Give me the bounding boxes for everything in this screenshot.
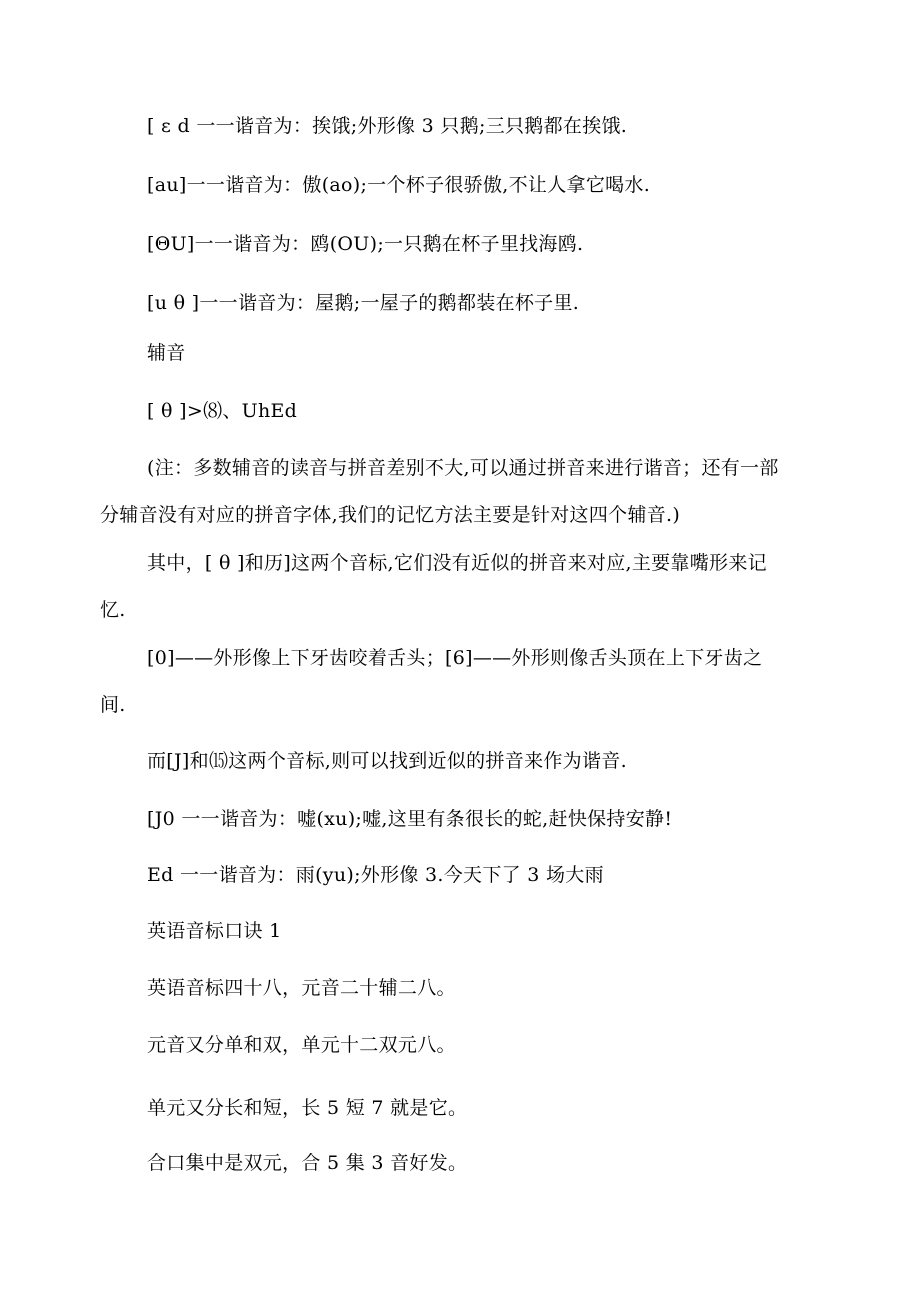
section-heading-mnemonic: 英语音标口诀 1 [147, 920, 282, 942]
note-line-1: (注：多数辅音的读音与拼音差别不大,可以通过拼音来进行谐音；还有一部 [147, 457, 779, 479]
teeth-paragraph [100, 645, 819, 718]
theta-line-2: 忆. [100, 599, 126, 621]
mnemonic-line-3: 单元又分长和短，长 5 短 7 就是它。 [147, 1097, 468, 1119]
note-paragraph [100, 455, 819, 528]
mnemonic-line-1: 英语音标四十八，元音二十辅二八。 [147, 977, 456, 999]
text-line-4: [u θ ]一一谐音为：屋鹅;一屋子的鹅都装在杯子里. [147, 292, 580, 314]
mnemonic-line-4: 合口集中是双元，合 5 集 3 音好发。 [147, 1152, 468, 1174]
text-line-6: [ θ ]>⑻、UhEd [147, 400, 298, 422]
theta-paragraph [100, 550, 819, 623]
teeth-line-1: [0]——外形像上下牙齿咬着舌头；[6]——外形则像舌头顶在上下牙齿之 [147, 647, 763, 669]
text-line-j: 而[J]和⒂这两个音标,则可以找到近似的拼音来作为谐音. [147, 750, 627, 772]
section-heading-consonants: 辅音 [147, 342, 186, 364]
text-line-yu: Ed 一一谐音为：雨(yu);外形像 3.今天下了 3 场大雨 [147, 864, 604, 886]
text-line-2: [au]一一谐音为：傲(ao);一个杯子很骄傲,不让人拿它喝水. [147, 174, 651, 196]
text-line-1: [ ɛ d 一一谐音为：挨饿;外形像 3 只鹅;三只鹅都在挨饿. [147, 115, 628, 137]
mnemonic-line-2: 元音又分单和双，单元十二双元八。 [147, 1034, 456, 1056]
note-line-2: 分辅音没有对应的拼音字体,我们的记忆方法主要是针对这四个辅音.) [100, 504, 681, 526]
teeth-line-2: 间. [100, 694, 126, 716]
text-line-3: [ΘU]一一谐音为：鸥(OU);一只鹅在杯子里找海鸥. [147, 233, 584, 255]
theta-line-1: 其中，[ θ ]和历]这两个音标,它们没有近似的拼音来对应,主要靠嘴形来记 [147, 552, 767, 574]
text-line-xu: [J0 一一谐音为：嘘(xu);嘘,这里有条很长的蛇,赶快保持安静! [147, 808, 673, 830]
